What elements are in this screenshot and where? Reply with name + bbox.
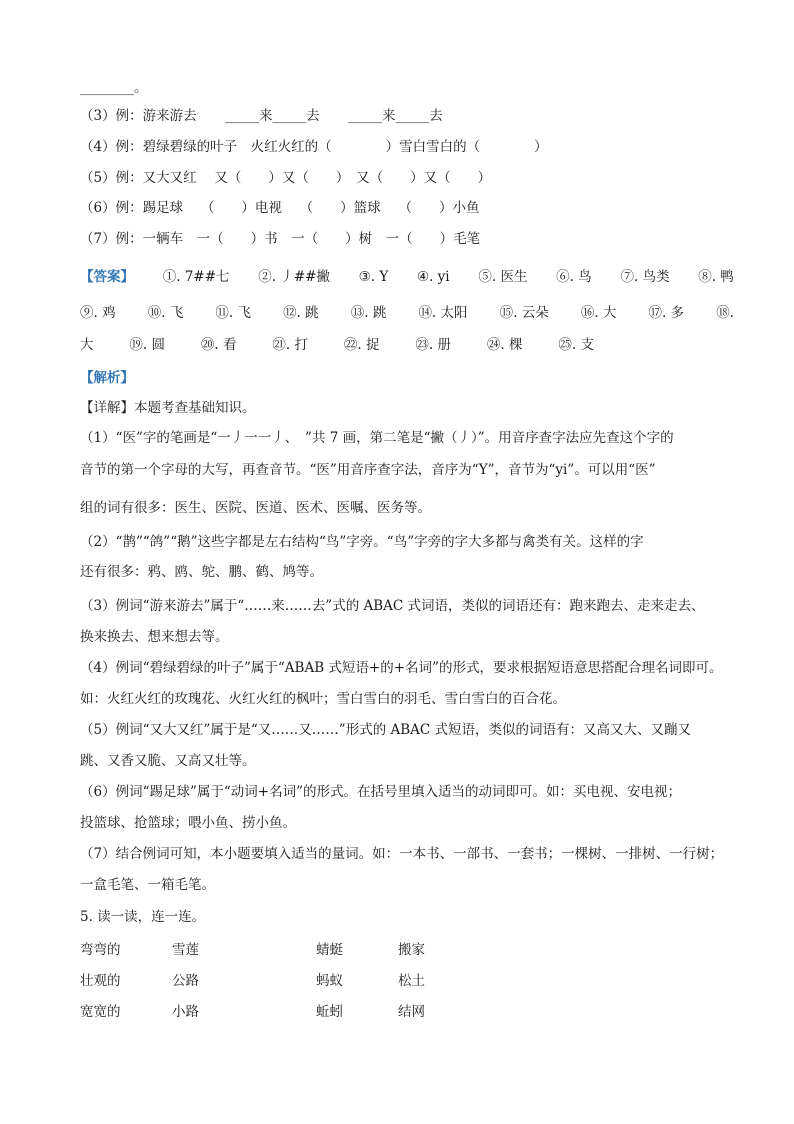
example-3-blank-b: _____来_____去: [348, 108, 443, 124]
answer-item: ⑧. 鸭: [698, 269, 734, 285]
analysis-line: 还有很多：鸦、鸥、鸵、鹏、鹤、鸠等。: [80, 564, 323, 580]
question-5-title: 5. 读一读，连一连。: [80, 909, 206, 925]
answer-item: ㉑. 打: [272, 337, 308, 353]
answer-item: ⑲. 圆: [129, 337, 165, 353]
answer-item: ⑫. 跳: [283, 305, 319, 321]
analysis-line: 音节的第一个字母的大写，再查音节。“医”用音序查字法，音序为“Y”，音节为“yi”。可以用“医”: [80, 462, 656, 478]
example-3-text: （3）例：游来游去: [80, 108, 197, 124]
answer-item: 大: [80, 337, 94, 353]
match-cell: 结网: [398, 1004, 425, 1020]
answer-item: ㉒. 捉: [343, 337, 380, 353]
answer-item: ⑤. 医生: [478, 269, 528, 285]
match-cell: 蚂蚁: [316, 973, 343, 989]
match-cell: 搬家: [398, 942, 425, 958]
answer-row-1: [80, 267, 734, 287]
example-6: （6）例：踢足球 （ ）电视 （ ）篮球 （ ）小鱼: [80, 200, 480, 216]
answer-item: ⑩. 飞: [147, 305, 184, 321]
answer-item: ⑰. 多: [648, 305, 685, 321]
match-cell: 公路: [172, 973, 199, 989]
match-cell: 蚯蚓: [316, 1004, 343, 1020]
answer-item: ⑭. 太阳: [418, 305, 468, 321]
analysis-line: （5）例词“又大又红”属于是“又……又……”形式的 ABAC 式短语，类似的词语有：又高又大、又蹦又: [80, 722, 692, 738]
match-cell: 弯弯的: [80, 942, 121, 958]
match-cell: 小路: [172, 1004, 199, 1020]
answer-item: ⑬. 跳: [350, 305, 387, 321]
example-3: [80, 106, 443, 126]
analysis-line: 一盒毛笔、一箱毛笔。: [80, 877, 215, 893]
answer-item: ②. 丿##撇: [258, 269, 330, 285]
answer-item: ⑯. 大: [580, 305, 617, 321]
match-cell: 松土: [398, 973, 425, 989]
analysis-line: （1）“医”字的笔画是“一丿一一丿、 ”共 7 画，第二笔是“撇（丿）”。用音序查字法应先查这个字的: [80, 430, 674, 446]
analysis-line: （7）结合例词可知，本小题要填入适当的量词。如：一本书、一部书、一套书；一棵树、一排树、一行树；: [80, 846, 724, 862]
answer-label: 【答案】: [80, 269, 134, 285]
analysis-line: （2）“鹊”“鸽”“鹅”这些字都是左右结构“鸟”字旁。“鸟”字旁的字大多都与禽类有关。这样的字: [80, 534, 644, 550]
blank-underline: ________: [80, 80, 134, 96]
answer-item: ④. yi: [417, 269, 450, 285]
answer-item: ①. 7##七: [162, 269, 230, 285]
answer-item: ⑮. 云朵: [499, 305, 549, 321]
period: 。: [134, 80, 148, 96]
analysis-line: 如：火红火红的玫瑰花、火红火红的枫叶；雪白雪白的羽毛、雪白雪白的百合花。: [80, 691, 566, 707]
answer-item: ㉕. 支: [558, 337, 594, 353]
answer-item: ③. Y: [358, 269, 389, 285]
answer-item: ⑱.: [716, 305, 734, 321]
match-cell: 雪莲: [172, 942, 199, 958]
answer-item: ⑦. 鸟类: [620, 269, 670, 285]
answer-item: ㉔. 棵: [486, 337, 523, 353]
analysis-line: 跳、又香又脆、又高又壮等。: [80, 753, 256, 769]
answer-row-2: [80, 303, 734, 323]
analysis-line: （4）例词“碧绿碧绿的叶子”属于“ABAB 式短语+的+名词”的形式，要求根据短语意思搭配合理名词即可。: [80, 660, 723, 676]
answer-item: ㉓. 册: [415, 337, 451, 353]
analysis-line: （3）例词“游来游去”属于“……来……去”式的 ABAC 式词语，类似的词语还有：跑来跑去、走来走去、: [80, 598, 705, 614]
analysis-line: 投篮球、抢篮球；喂小鱼、捞小鱼。: [80, 815, 296, 831]
analysis-line: （6）例词“踢足球”属于“动词+名词”的形式。在括号里填入适当的动词即可。如：买电视、安电视；: [80, 784, 682, 800]
analysis-line: 【详解】本题考查基础知识。: [80, 400, 256, 416]
analysis-line: 换来换去、想来想去等。: [80, 629, 229, 645]
example-3-blank-a: _____来_____去: [225, 108, 320, 124]
analysis-label: 【解析】: [80, 370, 134, 386]
analysis-line: 组的词有很多：医生、医院、医道、医术、医嘱、医务等。: [80, 500, 431, 516]
example-4: （4）例：碧绿碧绿的叶子 火红火红的（ ）雪白雪白的（ ）: [80, 139, 548, 155]
match-cell: 蜻蜓: [316, 942, 343, 958]
answer-row-3: [80, 335, 594, 355]
answer-item: ⑳. 看: [200, 337, 237, 353]
answer-item: ⑥. 鸟: [556, 269, 592, 285]
match-cell: 宽宽的: [80, 1004, 121, 1020]
top-blank-line: [80, 78, 148, 98]
example-7: （7）例：一辆车 一（ ）书 一（ ）树 一（ ）毛笔: [80, 231, 481, 247]
example-5: （5）例：又大又红 又（ ）又（ ） 又（ ）又（ ）: [80, 170, 492, 186]
answer-item: ⑨. 鸡: [80, 305, 116, 321]
match-cell: 壮观的: [80, 973, 121, 989]
answer-item: ⑪. 飞: [215, 305, 251, 321]
